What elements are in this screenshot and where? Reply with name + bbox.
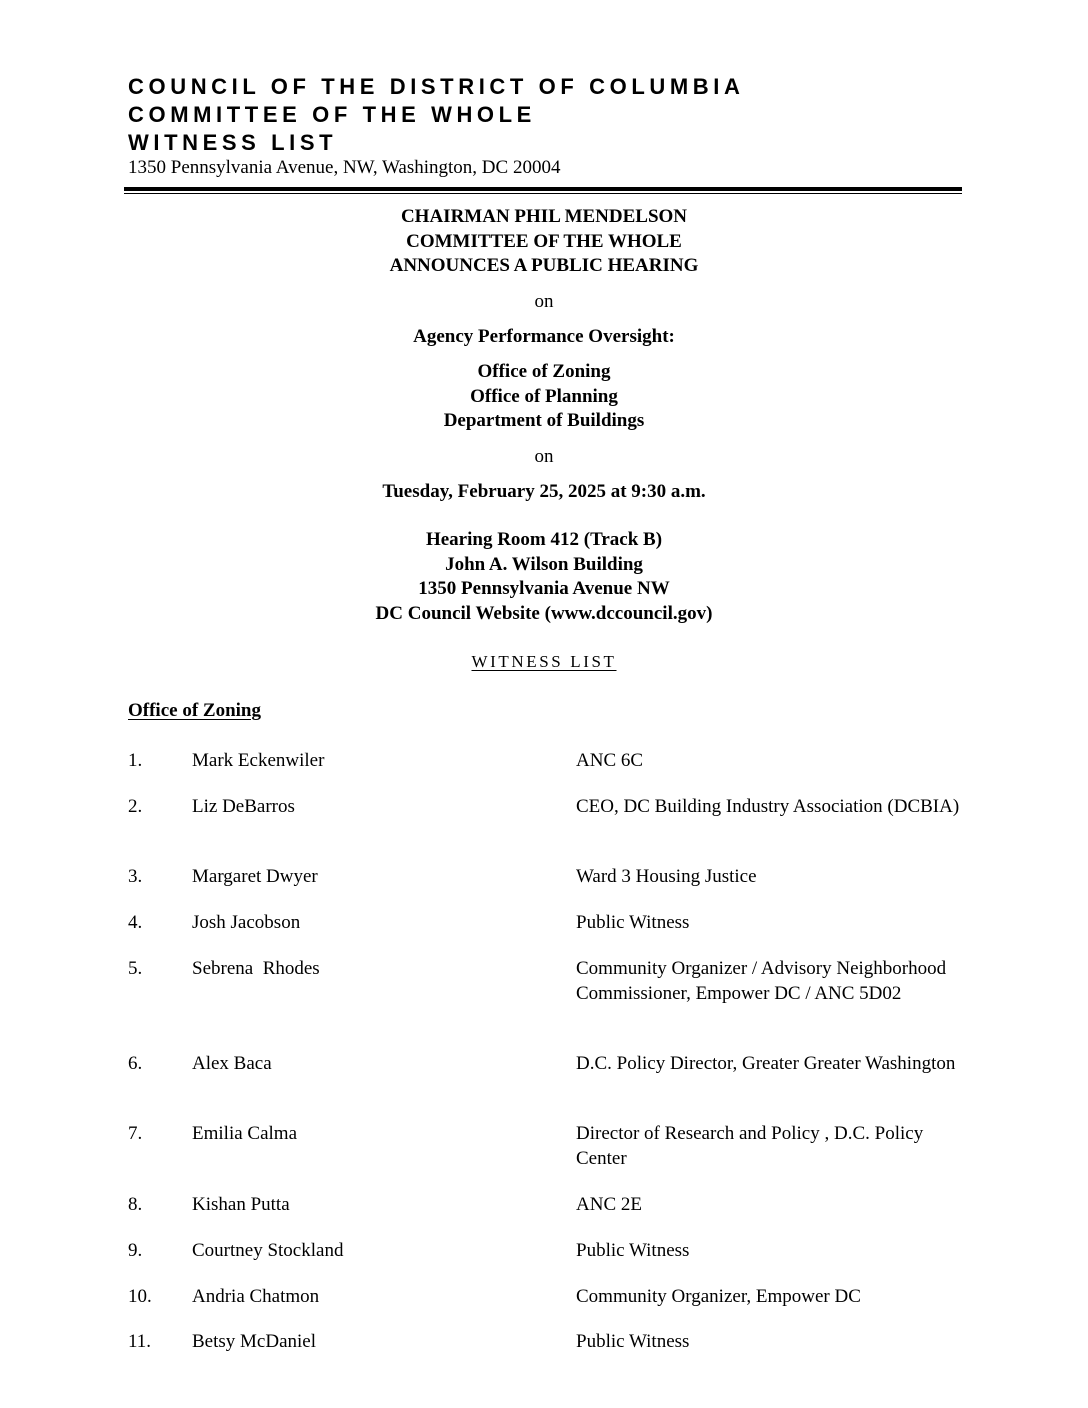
witness-list-title <box>0 651 1088 673</box>
hearing-announcement-line: ANNOUNCES A PUBLIC HEARING <box>389 255 699 276</box>
witness-number: 5. <box>128 958 143 979</box>
witness-name: Emilia Calma <box>192 1123 298 1144</box>
on-text-1: on <box>534 291 554 312</box>
witness-list-title-text: WITNESS LIST <box>471 652 617 671</box>
witness-affiliation: CEO, DC Building Industry Association (DCBIA) <box>576 796 960 817</box>
witness-affiliation: Ward 3 Housing Justice <box>576 866 757 887</box>
committee-line: COMMITTEE OF THE WHOLE <box>406 230 682 252</box>
chairman-line: CHAIRMAN PHIL MENDELSON <box>400 206 688 227</box>
witness-number: 2. <box>128 796 143 817</box>
agency-item: Office of Planning <box>470 385 618 407</box>
announcement-block <box>0 205 1088 279</box>
witness-affiliation: D.C. Policy Director, Greater Greater Washington <box>576 1053 956 1074</box>
witness-number: 4. <box>128 912 143 933</box>
section-heading: Office of Zoning <box>128 700 261 721</box>
witness-affiliation: Director of Research and Policy , D.C. Policy Center <box>576 1123 924 1169</box>
council-title: COUNCIL OF THE DISTRICT OF COLUMBIA <box>128 74 745 99</box>
agency-item: Department of Buildings <box>443 410 645 431</box>
hearing-datetime <box>0 480 1088 505</box>
committee-title: COMMITTEE OF THE WHOLE <box>128 102 536 127</box>
witness-number: 10. <box>128 1286 152 1307</box>
agency-item: Office of Zoning <box>477 361 611 382</box>
witness-name: Betsy McDaniel <box>192 1331 317 1352</box>
location-website: DC Council Website (www.dccouncil.gov) <box>375 602 713 624</box>
header-divider-thick <box>124 187 962 191</box>
witness-number: 6. <box>128 1053 143 1074</box>
witness-number: 8. <box>128 1194 143 1215</box>
council-address: 1350 Pennsylvania Avenue, NW, Washington, DC 20004 <box>128 157 561 178</box>
on-text <box>0 290 1088 315</box>
subject-line: Agency Performance Oversight: <box>413 326 675 347</box>
witness-affiliation: ANC 2E <box>576 1194 642 1215</box>
witness-affiliation: ANC 6C <box>576 750 644 771</box>
witness-list-header: WITNESS LIST <box>128 130 338 155</box>
location-address: 1350 Pennsylvania Avenue NW <box>418 578 670 599</box>
witness-number: 3. <box>128 866 143 887</box>
witness-name: Margaret Dwyer <box>192 866 318 887</box>
location-room: Hearing Room 412 (Track B) <box>425 529 663 550</box>
witness-affiliation: Community Organizer, Empower DC <box>576 1286 861 1307</box>
witness-name: Mark Eckenwiler <box>192 750 325 771</box>
witness-name: Liz DeBarros <box>192 796 295 817</box>
witness-name: Kishan Putta <box>192 1194 290 1215</box>
witness-name: Andria Chatmon <box>192 1286 320 1307</box>
location-building: John A. Wilson Building <box>445 553 643 575</box>
witness-affiliation: Community Organizer / Advisory Neighborhood Commissioner, Empower DC / ANC 5D02 <box>576 958 947 1004</box>
witness-affiliation: Public Witness <box>576 912 690 933</box>
hearing-subject <box>0 325 1088 350</box>
witness-affiliation: Public Witness <box>576 1331 690 1352</box>
witness-number: 7. <box>128 1123 143 1144</box>
hearing-location <box>0 528 1088 626</box>
on-text-2: on <box>534 446 554 467</box>
witness-number: 9. <box>128 1240 143 1261</box>
witness-name: Josh Jacobson <box>192 912 301 933</box>
witness-name: Courtney Stockland <box>192 1240 344 1261</box>
witness-name: Sebrena Rhodes <box>192 958 320 979</box>
datetime-line: Tuesday, February 25, 2025 at 9:30 a.m. <box>382 481 706 502</box>
witness-name: Alex Baca <box>192 1053 272 1074</box>
witness-affiliation: Public Witness <box>576 1240 690 1261</box>
witness-number: 1. <box>128 750 143 771</box>
header-divider-thin <box>124 193 962 194</box>
on-text-second <box>0 445 1088 470</box>
witness-number: 11. <box>128 1331 152 1352</box>
agency-list <box>0 360 1088 434</box>
